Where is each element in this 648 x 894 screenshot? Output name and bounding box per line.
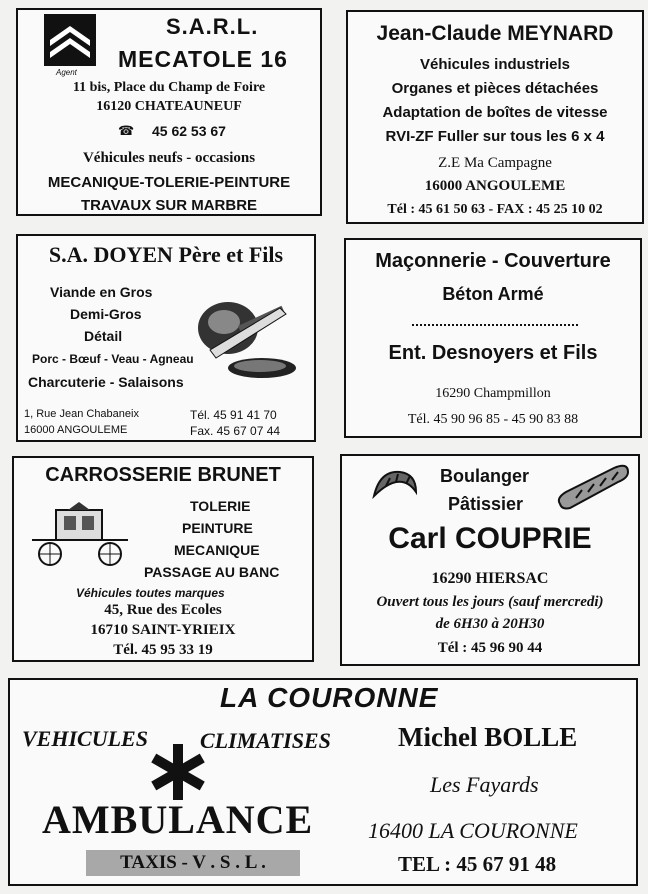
services-line: MECANIQUE-TOLERIE-PEINTURE — [47, 174, 291, 191]
ham-icon — [190, 288, 300, 388]
citroen-logo — [44, 14, 96, 66]
title: LA COURONNE — [220, 682, 439, 713]
ad-mecatole — [16, 8, 322, 216]
tel: Tél. 45 90 96 85 - 45 90 83 88 — [407, 412, 579, 427]
fax: Fax. 45 67 07 44 — [190, 424, 281, 438]
meats: Porc - Bœuf - Veau - Agneau — [32, 352, 194, 366]
address: 11 bis, Place du Champ de Foire — [72, 80, 266, 95]
contact: Tél : 45 61 50 63 - FAX : 45 25 10 02 — [387, 202, 603, 217]
company-name: Ent. Desnoyers et Fils — [388, 342, 598, 364]
tel: Tél. 45 95 33 19 — [113, 642, 213, 658]
line-parts: Organes et pièces détachées — [391, 80, 599, 97]
vehicles-line: Véhicules neufs - occasions — [82, 150, 256, 166]
service-mecanique: MECANIQUE — [174, 542, 260, 558]
service-peinture: PEINTURE — [182, 520, 253, 536]
line-gearbox: Adaptation de boîtes de vitesse — [382, 104, 608, 121]
line-industrial: Véhicules industriels — [419, 56, 571, 73]
croissant-icon — [370, 466, 420, 506]
company-name: CARROSSERIE BRUNET — [45, 464, 281, 486]
company-name: Jean-Claude MEYNARD — [376, 22, 614, 45]
company-name: MECATOLE 16 — [118, 46, 288, 72]
item-wholesale: Viande en Gros — [50, 284, 153, 300]
hours-days: Ouvert tous les jours (sauf mercredi) — [376, 594, 604, 610]
baker-name: Carl COUPRIE — [388, 522, 592, 555]
ambulance-label: AMBULANCE — [42, 797, 314, 842]
trade-patissier: Pâtissier — [448, 494, 524, 514]
label-vehicules: VEHICULES — [22, 726, 148, 751]
ad-doyen — [16, 234, 316, 442]
agent-label: Agent — [56, 68, 77, 77]
phone-icon: ☎ — [118, 123, 135, 138]
city: 16000 ANGOULEME — [424, 178, 566, 194]
address: 45, Rue des Ecoles — [104, 602, 222, 618]
zone: Z.E Ma Campagne — [438, 155, 552, 171]
asterisk-icon — [148, 742, 208, 802]
ad-brunet — [12, 456, 314, 662]
service-passage: PASSAGE AU BANC — [144, 564, 280, 580]
hours-time: de 6H30 à 20H30 — [435, 616, 545, 632]
address: 1, Rue Jean Chabaneix — [24, 408, 139, 420]
company-name: S.A. DOYEN Père et Fils — [48, 242, 284, 267]
tel: Tél : 45 96 90 44 — [437, 640, 543, 656]
title: Maçonnerie - Couverture — [375, 250, 611, 272]
city: 16290 HIERSAC — [431, 570, 549, 587]
city: 16400 LA COURONNE — [368, 818, 578, 843]
brands-note: Véhicules toutes marques — [76, 586, 225, 600]
city: 16000 ANGOULEME — [24, 424, 128, 436]
ad-meynard — [346, 10, 644, 224]
ad-desnoyers — [344, 238, 642, 438]
owner-name: Michel BOLLE — [398, 722, 578, 752]
tel: TEL : 45 67 91 48 — [398, 852, 557, 876]
charcuterie: Charcuterie - Salaisons — [28, 374, 184, 390]
place-name: Les Fayards — [430, 772, 539, 797]
taxis-vsl-banner: TAXIS - V . S . L . — [86, 850, 300, 876]
marble-line: TRAVAUX SUR MARBRE — [80, 197, 258, 214]
item-retail: Détail — [84, 328, 123, 344]
trade-boulanger: Boulanger — [440, 466, 530, 486]
ad-couprie — [340, 454, 640, 666]
phone-number: 45 62 53 67 — [152, 123, 226, 139]
city: 16710 SAINT-YRIEIX — [90, 622, 236, 638]
city: 16120 CHATEAUNEUF — [96, 99, 242, 114]
service-tolerie: TOLERIE — [190, 498, 251, 514]
ad-la-couronne — [8, 678, 638, 886]
baguette-icon — [554, 464, 632, 512]
chevron-logo-icon — [44, 14, 96, 66]
company-type: S.A.R.L. — [166, 14, 259, 39]
city: 16290 Champmillon — [435, 386, 551, 401]
label-climatises: CLIMATISES — [200, 728, 331, 753]
line-rvi: RVI-ZF Fuller sur tous les 6 x 4 — [385, 128, 605, 145]
dotted-divider — [412, 324, 578, 326]
subtitle: Béton Armé — [442, 284, 544, 304]
tel: Tél. 45 91 41 70 — [190, 408, 277, 422]
carriage-icon — [28, 500, 134, 570]
item-semi: Demi-Gros — [70, 306, 142, 322]
